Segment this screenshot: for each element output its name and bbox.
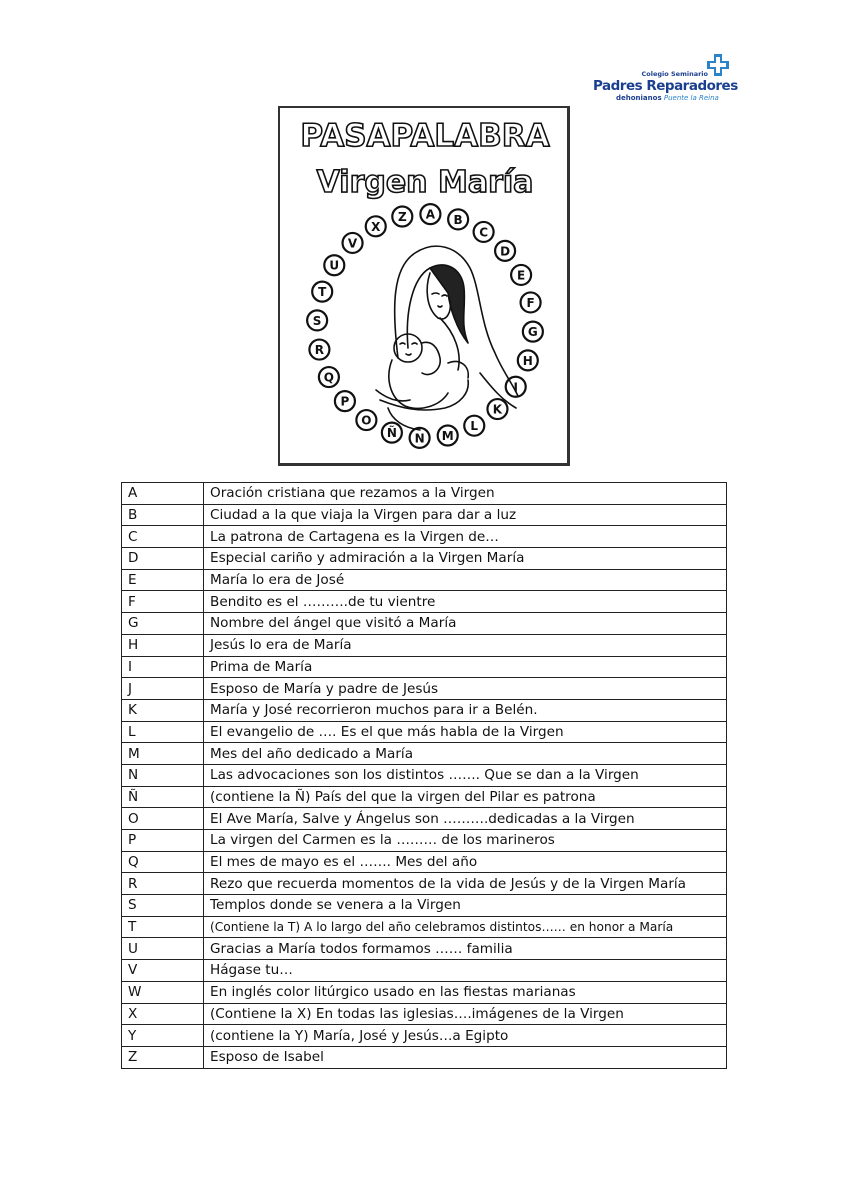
clue-letter: V — [122, 960, 204, 982]
clue-letter: N — [122, 764, 204, 786]
wheel-letter — [366, 216, 386, 236]
school-logo — [588, 50, 738, 105]
wheel-letter — [521, 292, 541, 312]
wheel-letter-label: N — [414, 431, 425, 446]
poster-title-1: PASAPALABRA — [300, 118, 550, 154]
clue-row — [122, 916, 727, 938]
clue-row — [122, 656, 727, 678]
clue-text: El Ave María, Salve y Ángelus son ……….dedicadas a la Virgen — [204, 808, 727, 830]
clue-letter: A — [122, 483, 204, 505]
logo-line-3a: dehonianos — [616, 94, 662, 102]
clue-row — [122, 830, 727, 852]
wheel-letter — [448, 209, 468, 229]
wheel-letter — [392, 207, 412, 227]
clue-letter: H — [122, 634, 204, 656]
wheel-letter — [324, 255, 344, 275]
clue-row — [122, 960, 727, 982]
clue-row — [122, 699, 727, 721]
clue-row — [122, 1003, 727, 1025]
clue-row — [122, 721, 727, 743]
clue-text: Especial cariño y admiración a la Virgen María — [204, 548, 727, 570]
clue-letter: P — [122, 830, 204, 852]
wheel-letter-label: Ñ — [386, 426, 397, 441]
clue-text: (contiene la Y) María, José y Jesús…a Egipto — [204, 1025, 727, 1047]
wheel-letter-label: D — [500, 244, 511, 259]
wheel-letter-label: Z — [397, 210, 407, 225]
wheel-letter — [312, 282, 332, 302]
clue-row — [122, 764, 727, 786]
wheel-letter-label: T — [318, 285, 327, 300]
clue-letter: G — [122, 613, 204, 635]
clue-letter: C — [122, 526, 204, 548]
clue-row — [122, 786, 727, 808]
clue-text: La virgen del Carmen es la ……… de los marineros — [204, 830, 727, 852]
clue-row — [122, 678, 727, 700]
wheel-letter — [474, 222, 494, 242]
wheel-letter-label: I — [513, 380, 518, 395]
wheel-letter-label: F — [526, 295, 535, 310]
poster-title-2: Virgen María — [316, 165, 534, 200]
clue-letter: F — [122, 591, 204, 613]
clue-text: Jesús lo era de María — [204, 634, 727, 656]
clue-letter: X — [122, 1003, 204, 1025]
wheel-letter — [319, 367, 339, 387]
clue-letter: O — [122, 808, 204, 830]
clue-letter: E — [122, 569, 204, 591]
clue-text: El mes de mayo es el ……. Mes del año — [204, 851, 727, 873]
clue-letter: S — [122, 895, 204, 917]
wheel-letter — [495, 241, 515, 261]
clue-text: El evangelio de …. Es el que más habla de la Virgen — [204, 721, 727, 743]
wheel-letter-label: R — [314, 343, 325, 358]
wheel-letter-label: O — [361, 413, 372, 428]
clue-text: Rezo que recuerda momentos de la vida de Jesús y de la Virgen María — [204, 873, 727, 895]
logo-line-3b: Puente la Reina — [663, 94, 719, 102]
clues-table — [121, 482, 727, 1069]
clue-row — [122, 981, 727, 1003]
clue-text: María y José recorrieron muchos para ir a Belén. — [204, 699, 727, 721]
wheel-letter-label: Q — [323, 370, 334, 385]
clues-table-body — [122, 483, 727, 1069]
clue-letter: Q — [122, 851, 204, 873]
clue-letter: Z — [122, 1046, 204, 1068]
wheel-letter-label: L — [470, 419, 479, 434]
clue-letter: U — [122, 938, 204, 960]
clue-letter: W — [122, 981, 204, 1003]
wheel-letter-label: P — [340, 394, 350, 409]
clue-row — [122, 1025, 727, 1047]
wheel-letter — [523, 322, 543, 342]
wheel-letter-label: E — [517, 268, 526, 283]
clue-row — [122, 483, 727, 505]
logo-line-3 — [616, 94, 719, 102]
wheel-letter-label: K — [492, 402, 503, 417]
clue-row — [122, 591, 727, 613]
clue-text: Templos donde se venera a la Virgen — [204, 895, 727, 917]
clue-text: Nombre del ángel que visitó a María — [204, 613, 727, 635]
wheel-letter-label: V — [347, 236, 358, 251]
clue-letter: L — [122, 721, 204, 743]
wheel-letter-label: A — [425, 207, 436, 222]
logo-line-2: Padres Reparadores — [593, 78, 738, 94]
wheel-letter-label: B — [453, 212, 463, 227]
wheel-letter — [382, 423, 402, 443]
clue-row — [122, 526, 727, 548]
cross-icon — [705, 52, 731, 78]
clue-text: María lo era de José — [204, 569, 727, 591]
clue-row — [122, 569, 727, 591]
letter-wheel — [307, 204, 543, 448]
clue-letter: Y — [122, 1025, 204, 1047]
wheel-letter — [487, 399, 507, 419]
clue-letter: T — [122, 916, 204, 938]
wheel-letter — [518, 350, 538, 370]
clue-row — [122, 504, 727, 526]
clue-row — [122, 938, 727, 960]
wheel-letter-label: X — [371, 219, 381, 234]
clue-text: Gracias a María todos formamos …… familia — [204, 938, 727, 960]
clue-row — [122, 851, 727, 873]
clue-letter: J — [122, 678, 204, 700]
clue-letter: R — [122, 873, 204, 895]
clue-text: Las advocaciones son los distintos ……. Que se dan a la Virgen — [204, 764, 727, 786]
clue-text: Oración cristiana que rezamos a la Virgen — [204, 483, 727, 505]
logo-line-1: Colegio Seminario — [641, 70, 708, 78]
clue-text: (contiene la Ñ) País del que la virgen del Pilar es patrona — [204, 786, 727, 808]
clue-text: Mes del año dedicado a María — [204, 743, 727, 765]
wheel-letter — [309, 340, 329, 360]
wheel-letter-label: U — [329, 258, 340, 273]
wheel-letter — [410, 428, 430, 448]
clue-row — [122, 743, 727, 765]
clue-letter: Ñ — [122, 786, 204, 808]
poster-artwork — [280, 108, 570, 465]
wheel-letter — [464, 416, 484, 436]
clue-row — [122, 895, 727, 917]
clue-text: (Contiene la T) A lo largo del año celebramos distintos…… en honor a María — [204, 916, 727, 938]
wheel-letter-label: M — [441, 428, 454, 443]
clue-text: (Contiene la X) En todas las iglesias….imágenes de la Virgen — [204, 1003, 727, 1025]
wheel-letter-label: S — [312, 313, 322, 328]
clue-text: Esposo de Isabel — [204, 1046, 727, 1068]
pasapalabra-poster — [278, 106, 570, 466]
clue-text: Esposo de María y padre de Jesús — [204, 678, 727, 700]
clue-row — [122, 634, 727, 656]
wheel-letter — [420, 204, 440, 224]
clue-text: La patrona de Cartagena es la Virgen de… — [204, 526, 727, 548]
clue-text: En inglés color litúrgico usado en las fiestas marianas — [204, 981, 727, 1003]
clue-letter: B — [122, 504, 204, 526]
clue-row — [122, 873, 727, 895]
wheel-letter — [335, 391, 355, 411]
wheel-letter — [438, 425, 458, 445]
clue-row — [122, 613, 727, 635]
clue-text: Ciudad a la que viaja la Virgen para dar a luz — [204, 504, 727, 526]
clue-row — [122, 1046, 727, 1068]
clue-row — [122, 808, 727, 830]
clue-letter: K — [122, 699, 204, 721]
clue-text: Bendito es el ……….de tu vientre — [204, 591, 727, 613]
clue-row — [122, 548, 727, 570]
wheel-letter — [511, 265, 531, 285]
clue-text: Hágase tu… — [204, 960, 727, 982]
clue-letter: I — [122, 656, 204, 678]
wheel-letter — [307, 310, 327, 330]
wheel-letter — [343, 233, 363, 253]
clue-letter: M — [122, 743, 204, 765]
wheel-letter-label: G — [527, 325, 538, 340]
clue-text: Prima de María — [204, 656, 727, 678]
wheel-letter — [356, 410, 376, 430]
wheel-letter-label: C — [479, 225, 489, 240]
wheel-letter-label: H — [522, 353, 533, 368]
clue-letter: D — [122, 548, 204, 570]
